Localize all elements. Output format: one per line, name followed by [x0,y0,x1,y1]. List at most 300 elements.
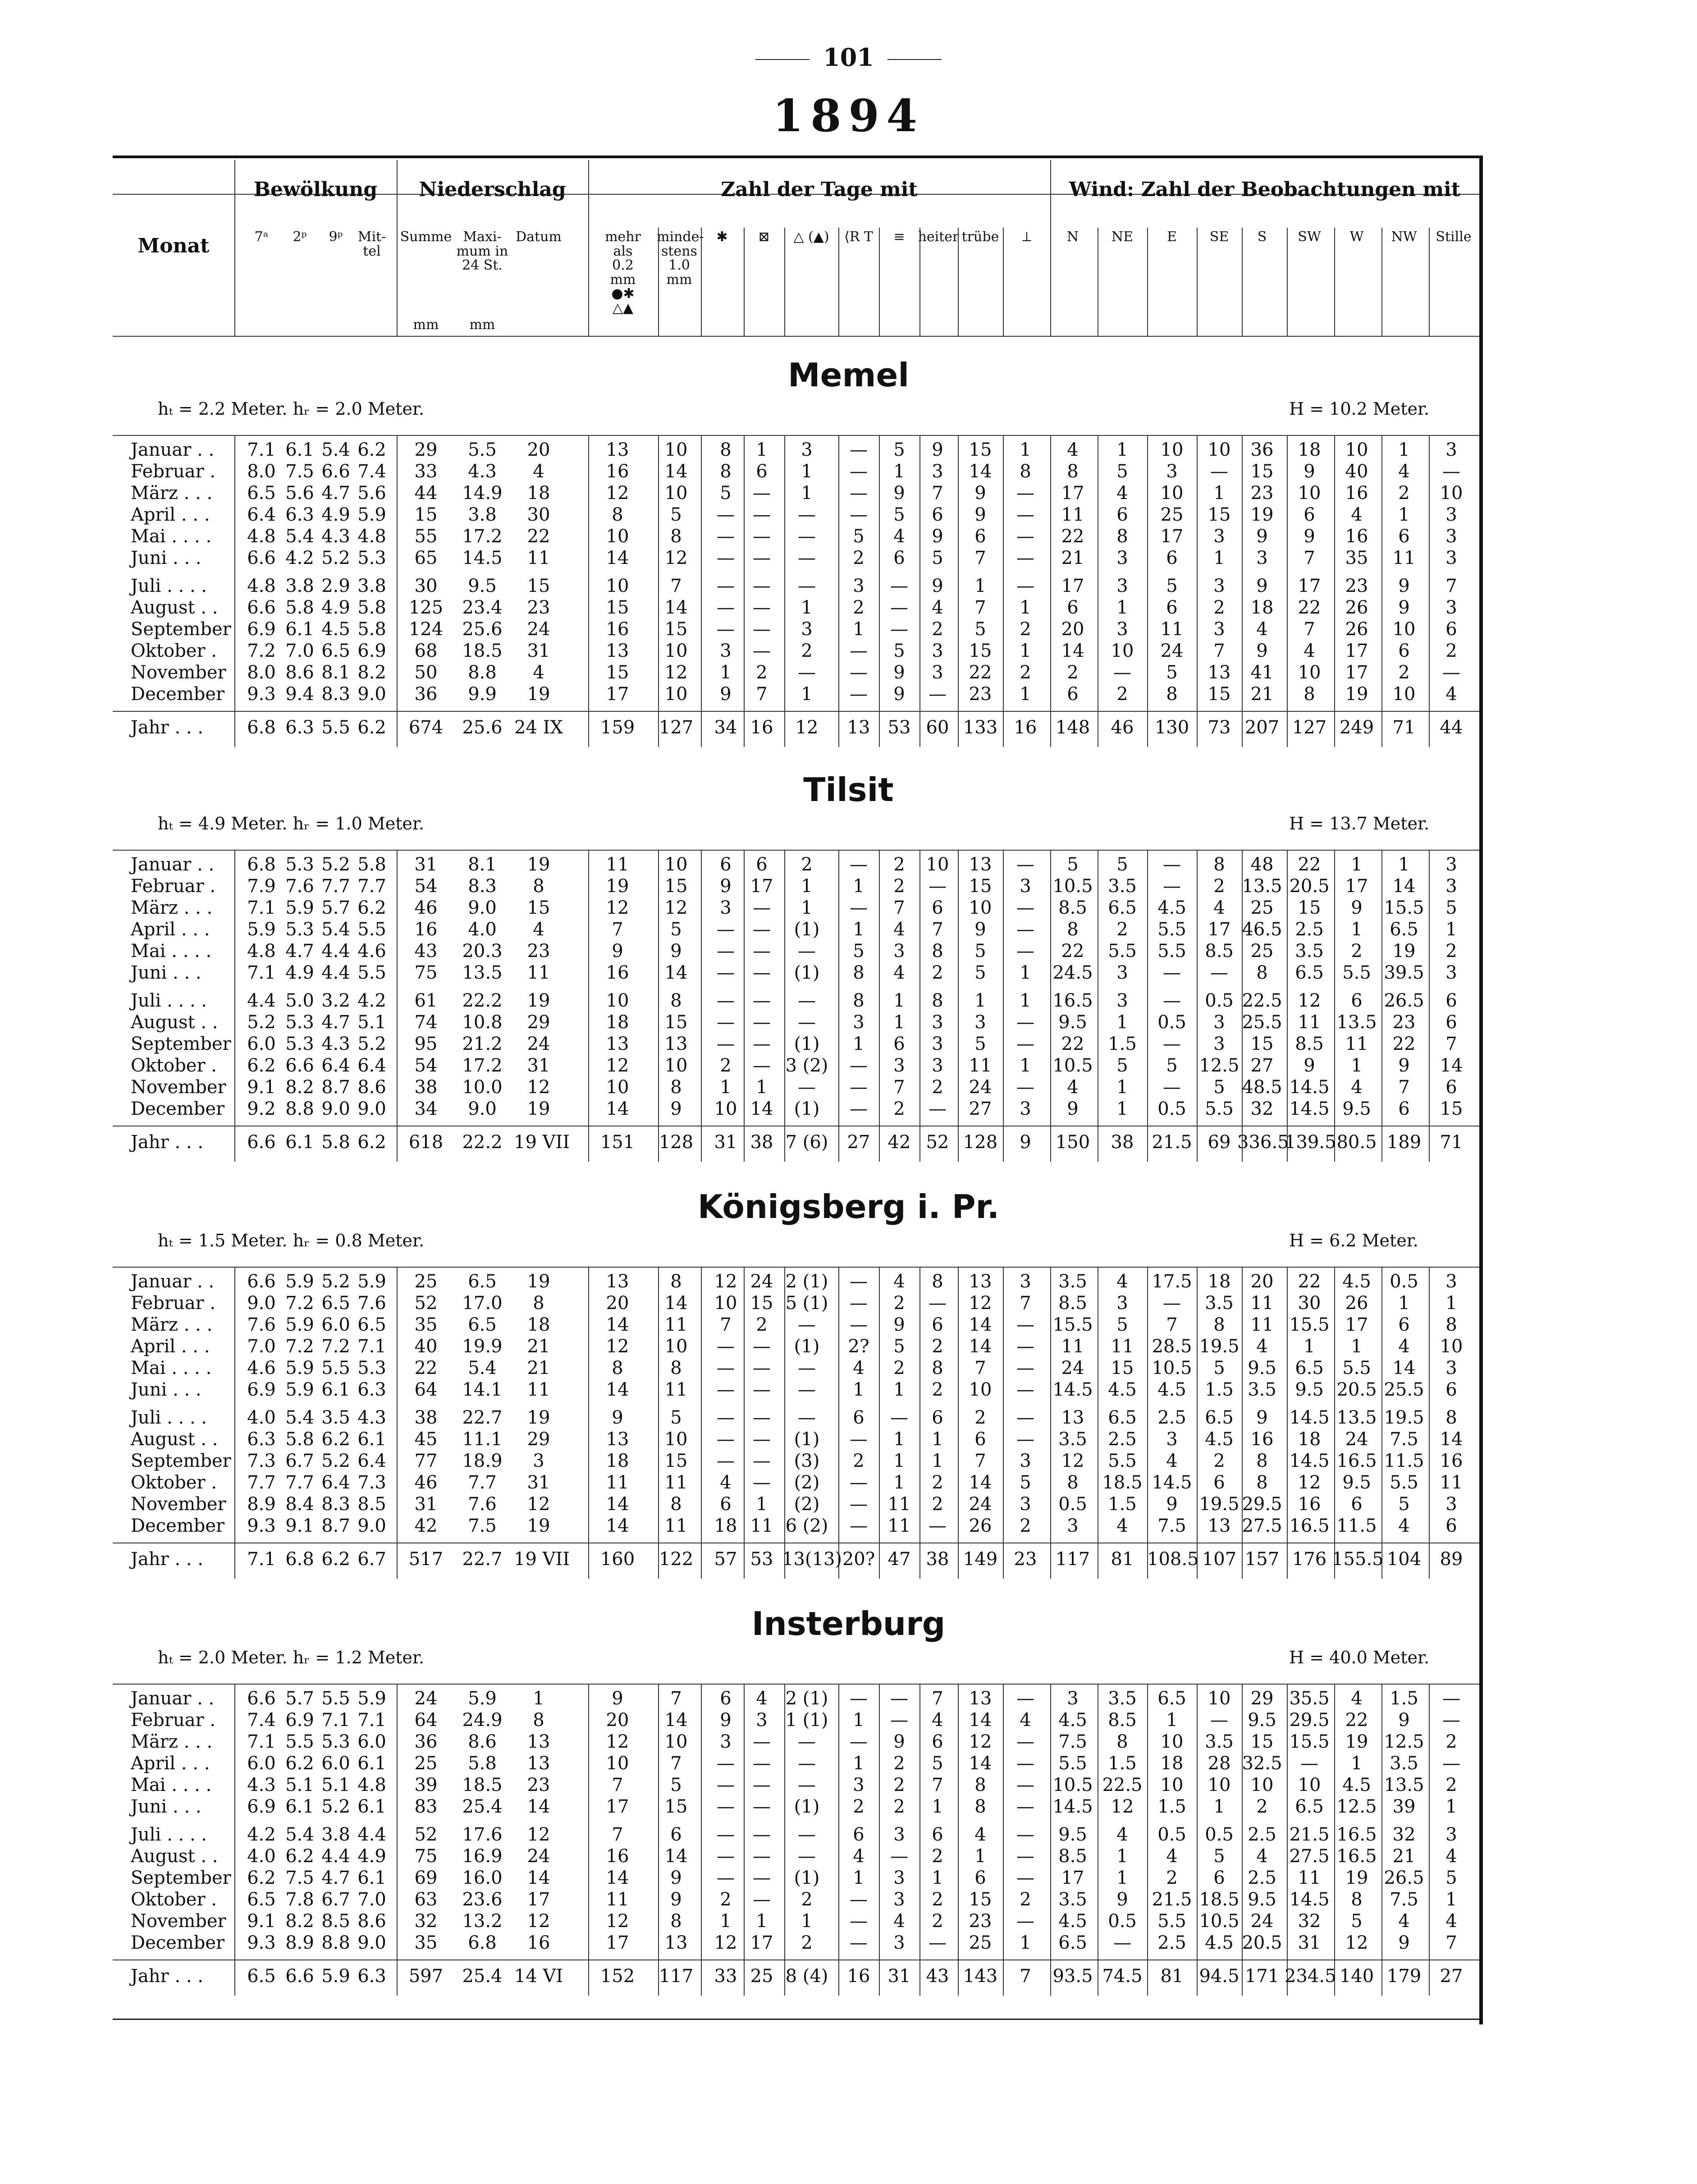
cell-value: 6.7 [321,1889,350,1910]
cell-value: 6.4 [321,1472,350,1493]
cell-value: 12 [714,1271,737,1292]
cell-value: 6 [720,1494,732,1515]
cell-value: 4 [1116,1516,1128,1536]
cell-value: 3 [893,1932,905,1953]
cell-value: 1 [801,897,813,918]
cell-value: 5.5 [1390,1472,1418,1493]
cell-value: — [753,1429,771,1450]
cell-value: 24.5 [1052,962,1093,983]
cell-value: 4.6 [247,1358,276,1378]
cell-value: 159 [600,717,635,738]
cell-value: 14 [664,1710,688,1731]
cell-value: 6.6 [247,1271,276,1292]
cell-value: 8 [1116,526,1128,547]
cell-value: 9.1 [247,1077,276,1098]
cell-value: 5.9 [468,1688,497,1709]
cell-value: 14.5 [1052,1379,1093,1400]
cell-value: 12 [527,1911,550,1932]
cell-value: 6.2 [357,897,386,918]
cell-value: 19 [527,684,550,705]
cell-value: (2) [794,1494,820,1515]
cell-value: 1 [720,662,732,683]
cell-value: 5 (1) [785,1293,828,1314]
cell-value: — [717,1868,735,1888]
page-bottom-rule [113,2019,1479,2020]
cell-value: 10 [606,526,629,547]
cell-value: (1) [794,1868,820,1888]
cell-value: 152 [600,1966,635,1987]
cell-value: 1 [801,684,813,705]
cell-value: 22 [1061,1034,1084,1054]
cell-value: 3 [893,1824,905,1845]
cell-value: 54 [414,1055,438,1076]
cell-value: 3.5 [1248,1379,1276,1400]
cell-value: 7.0 [285,641,314,661]
cell-value: 89 [1440,1549,1463,1570]
spacer [288,814,293,833]
cell-value: 3 [1116,1293,1128,1314]
table-top-rule [113,1684,1479,1685]
cell-value: 8.4 [285,1494,314,1515]
cell-value: 1.5 [1157,1796,1186,1817]
cell-value: 7.4 [357,461,386,482]
table-row [113,1271,1479,1293]
month-name: Januar . . [131,854,215,875]
cell-value: (1) [794,962,820,983]
cell-value: — [717,1379,735,1400]
month-name: April . . . [131,1336,210,1357]
cell-value: 7 [670,1688,682,1709]
station-ht: hₜ = 2.0 Meter. [158,1648,288,1667]
cell-value: 5.2 [321,1451,350,1471]
cell-value: 7 [1304,548,1315,568]
cell-value: 14.5 [1289,1077,1330,1098]
cell-value: 31 [1298,1932,1321,1953]
header-monat: Monat [137,234,210,257]
cell-value: 6 [974,1868,986,1888]
cell-value: — [753,897,771,918]
cell-value: 14 [606,1314,629,1335]
cell-value: 8.8 [321,1932,350,1953]
cell-value: 3 [893,1868,905,1888]
cell-value: 19.9 [462,1336,503,1357]
cell-value: 13 [664,1932,688,1953]
cell-value: 8.6 [285,662,314,683]
cell-value: 7 [1020,1293,1031,1314]
cell-value: 3 [932,1012,943,1033]
cell-value: 2 [801,854,813,875]
cell-value: 14.5 [1289,1889,1330,1910]
cell-value: 7.5 [1390,1889,1418,1910]
station-ht-hr [158,814,424,833]
table-row [113,919,1479,941]
cell-value: — [850,662,868,683]
subheader-tage-0: mehr als 0.2 mm ●✱ △▲ [605,229,641,316]
cell-value: 15.5 [1289,1731,1330,1752]
cell-value: 12 [527,1077,550,1098]
cell-value: 6.3 [285,717,314,738]
cell-value: 7.3 [357,1472,386,1493]
cell-value: 3 [720,1731,732,1752]
cell-value: 2 [1166,1868,1178,1888]
cell-value: — [1016,526,1034,547]
cell-value: 5.3 [285,1034,314,1054]
cell-value: 6.3 [357,1379,386,1400]
cell-value: — [1163,876,1181,897]
cell-value: 6 [932,1824,943,1845]
header-col-sep [701,228,702,336]
cell-value: 22.2 [462,1132,503,1153]
cell-value: 7 [974,548,986,568]
cell-value: — [798,941,816,962]
cell-value: 3.5 [1108,1688,1137,1709]
cell-value: 6 [1445,619,1457,640]
cell-value: 11 [1250,1314,1274,1335]
cell-value: 8 [932,941,943,962]
cell-value: — [850,1494,868,1515]
cell-value: 17 [1160,526,1184,547]
cell-value: 9.0 [468,897,497,918]
cell-value: 10 [664,1429,688,1450]
cell-value: 16 [750,717,773,738]
cell-value: 22.7 [462,1407,503,1428]
cell-value: 7.4 [247,1710,276,1731]
cell-value: 125 [408,597,444,618]
cell-value: 10 [1250,1775,1274,1795]
table-top-rule [113,1267,1479,1268]
table-row [113,526,1479,548]
cell-value: 6.8 [247,717,276,738]
subheader-wind-4: S [1257,229,1267,245]
cell-value: 11 [527,962,550,983]
cell-value: 10 [1392,619,1416,640]
cell-value: 4 [1116,483,1128,504]
cell-value: 4.9 [321,597,350,618]
cell-value: 8.5 [1058,897,1087,918]
cell-value: 1 [1351,1055,1363,1076]
cell-value: — [850,504,868,525]
cell-value: 9 [670,1889,682,1910]
cell-value: 25.5 [1242,1012,1282,1033]
cell-value: 23 [1345,576,1368,596]
cell-value: — [1016,897,1034,918]
cell-value: 4 [1351,1077,1363,1098]
cell-value: 1 [1020,990,1031,1011]
station-ht: hₜ = 2.2 Meter. [158,399,288,419]
cell-value: 6 [1351,1494,1363,1515]
cell-value: 128 [963,1132,998,1153]
cell-value: 1 [1445,1796,1457,1817]
subheader-tage-1: minde-stens 1.0 mm [657,229,704,288]
cell-value: 7.1 [247,1549,276,1570]
cell-value: 117 [659,1966,694,1987]
cell-value: 4.5 [1157,897,1186,918]
cell-value: — [1442,1688,1460,1709]
cell-value: 14 [664,1293,688,1314]
cell-value: 29.5 [1289,1710,1330,1731]
cell-value: — [1300,1753,1318,1774]
cell-value: 28.5 [1152,1336,1192,1357]
cell-value: 4.5 [1342,1271,1371,1292]
cell-value: 12 [606,1911,629,1932]
cell-value: 3 [1116,619,1128,640]
cell-value: 16.5 [1336,1846,1377,1867]
cell-value: 4.9 [357,1846,386,1867]
cell-value: 7 [1166,1314,1178,1335]
cell-value: 6.6 [285,1055,314,1076]
cell-value: 9 [1166,1494,1178,1515]
cell-value: 10 [664,1336,688,1357]
cell-value: 21 [1061,548,1084,568]
cell-value: 2 [853,548,865,568]
cell-value: 3 [1445,597,1457,618]
cell-value: 6.9 [357,641,386,661]
cell-value: 5 [893,440,905,460]
cell-value: 3.5 [1295,941,1324,962]
subheader-tage-7: heiter [918,229,959,245]
cell-value: 25.6 [462,717,503,738]
cell-value: 5.5 [321,1358,350,1378]
cell-value: 5.5 [1058,1753,1087,1774]
month-name: März . . . [131,483,213,504]
cell-value: 8 [932,1271,943,1292]
cell-value: — [798,1753,816,1774]
cell-value: 2 [932,1846,943,1867]
table-row [113,1688,1479,1710]
cell-value: 336.5 [1237,1132,1289,1153]
cell-value: 29 [527,1012,550,1033]
cell-value: 9 [974,919,986,940]
table-top-rule [113,850,1479,851]
cell-value: 7 [974,597,986,618]
cell-value: 5.8 [357,597,386,618]
cell-value: 5.4 [285,1824,314,1845]
cell-value: 6.4 [357,1451,386,1471]
station-title: Memel [787,356,909,394]
cell-value: 14.9 [462,483,503,504]
cell-value: 17.6 [462,1824,503,1845]
subheader-wind-8: Stille [1436,229,1472,245]
cell-value: 104 [1386,1549,1422,1570]
cell-value: 33 [714,1966,737,1987]
cell-value: 9 [1398,1055,1410,1076]
cell-value: 3.8 [285,576,314,596]
cell-value: 14.5 [462,548,503,568]
month-name: August . . [131,1429,218,1450]
cell-value: 8.3 [321,1494,350,1515]
cell-value: 4.3 [357,1407,386,1428]
cell-value: 6.5 [357,1314,386,1335]
cell-value: — [798,1824,816,1845]
cell-value: (1) [794,1429,820,1450]
cell-value: 4 [1445,1911,1457,1932]
cell-value: 20 [1061,619,1084,640]
cell-value: 2.9 [321,576,350,596]
cell-value: 13(13) [782,1549,842,1570]
month-name: November [131,1494,226,1515]
cell-value: 9.5 [1248,1889,1276,1910]
cell-value: 3.5 [1205,1731,1234,1752]
cell-value: 10 [1160,483,1184,504]
cell-value: 4 [853,1846,865,1867]
cell-value: 4.5 [1058,1911,1087,1932]
cell-value: 4.9 [285,962,314,983]
header-bewoelkung: Bewölkung [253,178,378,201]
cell-value: 6 [1398,526,1410,547]
cell-value: 74.5 [1102,1966,1143,1987]
cell-value: 4 [533,461,544,482]
cell-value: 6.2 [357,440,386,460]
table-row [113,1034,1479,1055]
cell-value: 22 [1298,854,1321,875]
month-name: Februar . [131,1710,216,1731]
cell-value: 19.5 [1199,1336,1240,1357]
cell-value: — [753,1753,771,1774]
month-name: Jahr . . . [131,717,204,738]
cell-value: — [717,619,735,640]
cell-value: 10 [926,854,949,875]
cell-value: 4.2 [247,1824,276,1845]
cell-value: 7.7 [357,876,386,897]
cell-value: 5 [1445,897,1457,918]
cell-value: 10 [664,1055,688,1076]
cell-value: 23 [527,941,550,962]
cell-value: 22 [1061,941,1084,962]
cell-value: 5.4 [285,1407,314,1428]
cell-value: 15 [664,1451,688,1471]
cell-value: 6 [932,897,943,918]
cell-value: — [1210,962,1228,983]
cell-value: — [1163,990,1181,1011]
cell-value: — [753,1034,771,1054]
cell-value: 24 [750,1271,773,1292]
cell-value: 2 [720,1889,732,1910]
header-col-sep [234,228,235,336]
cell-value: 1 [1116,1012,1128,1033]
cell-value: 597 [408,1966,444,1987]
cell-value: 128 [659,1132,694,1153]
cell-value: 2 [1020,1889,1031,1910]
cell-value: 2 [1351,941,1363,962]
cell-value: 14.5 [1289,1407,1330,1428]
cell-value: 1 [893,1451,905,1471]
cell-value: 8.6 [357,1911,386,1932]
cell-value: 34 [414,1099,438,1119]
cell-value: — [850,1731,868,1752]
cell-value: 19 [1250,504,1274,525]
table-row [113,1868,1479,1889]
page-number [0,43,1697,72]
cell-value: 32 [1250,1099,1274,1119]
cell-value: 17.2 [462,1055,503,1076]
cell-value: 11 [664,1314,688,1335]
cell-value: 12 [664,548,688,568]
cell-value: 160 [600,1549,635,1570]
cell-value: 7 [893,1077,905,1098]
cell-value: 52 [926,1132,949,1153]
cell-value: 5.9 [285,1358,314,1378]
cell-value: 5.8 [285,1429,314,1450]
cell-value: 11 [664,1379,688,1400]
cell-value: 6 [1067,597,1079,618]
cell-value: — [798,1731,816,1752]
cell-value: 171 [1244,1966,1280,1987]
month-name: September [131,1451,231,1471]
cell-value: 1 [853,1710,865,1731]
cell-value: 10 [1160,440,1184,460]
month-name: Oktober . [131,1055,217,1076]
cell-value: 2 [1020,619,1031,640]
cell-value: 19 [527,1407,550,1428]
cell-value: 3 [1020,1099,1031,1119]
cell-value: 12 [1061,1451,1084,1471]
cell-value: 9 [720,1710,732,1731]
cell-value: 9.0 [321,1099,350,1119]
subheader-unit-mm: mm [469,317,495,333]
cell-value: 10 [969,897,992,918]
cell-value: 8.3 [468,876,497,897]
jahr-row [113,1966,1479,1987]
cell-value: 0.5 [1108,1911,1137,1932]
cell-value: 21.2 [462,1034,503,1054]
cell-value: 10 [664,440,688,460]
cell-value: 20.5 [1289,876,1330,897]
cell-value: 35.5 [1289,1688,1330,1709]
cell-value: 11 [750,1516,773,1536]
cell-value: 8.8 [285,1099,314,1119]
cell-value: — [1163,962,1181,983]
cell-value: 1.5 [1205,1379,1234,1400]
cell-value: 4 [1213,897,1225,918]
cell-value: 1 [720,1911,732,1932]
cell-value: — [850,684,868,705]
cell-value: 7.6 [285,876,314,897]
cell-value: 12.5 [1336,1796,1377,1817]
cell-value: 9 [612,941,623,962]
cell-value: 157 [1244,1549,1280,1570]
cell-value: 26 [1345,597,1368,618]
cell-value: 5 [1213,1358,1225,1378]
station-ht-hr [158,399,424,419]
cell-value: 5 [670,1775,682,1795]
cell-value: — [717,990,735,1011]
cell-value: 8 [932,990,943,1011]
subheader-bew-0: 7ᵃ [254,229,269,245]
cell-value: 4 [1398,461,1410,482]
cell-value: 3 [1445,526,1457,547]
cell-value: 11 [527,1379,550,1400]
cell-value: 13 [527,1753,550,1774]
cell-value: 4.5 [1205,1932,1234,1953]
cell-value: 8.5 [1108,1710,1137,1731]
table-row [113,1407,1479,1429]
cell-value: 1 [932,1868,943,1888]
cell-value: 7 [670,576,682,596]
cell-value: 3 [801,440,813,460]
cell-value: 12 [606,1055,629,1076]
cell-value: 11 [1440,1472,1463,1493]
cell-value: 8 [1067,1472,1079,1493]
cell-value: 6 [1445,1077,1457,1098]
cell-value: 20 [606,1293,629,1314]
cell-value: 2 [801,1932,813,1953]
cell-value: 6.0 [247,1753,276,1774]
cell-value: 1 [853,1868,865,1888]
cell-value: — [753,941,771,962]
cell-value: 5.3 [285,854,314,875]
cell-value: 2 [893,1775,905,1795]
cell-value: 5.1 [357,1012,386,1033]
